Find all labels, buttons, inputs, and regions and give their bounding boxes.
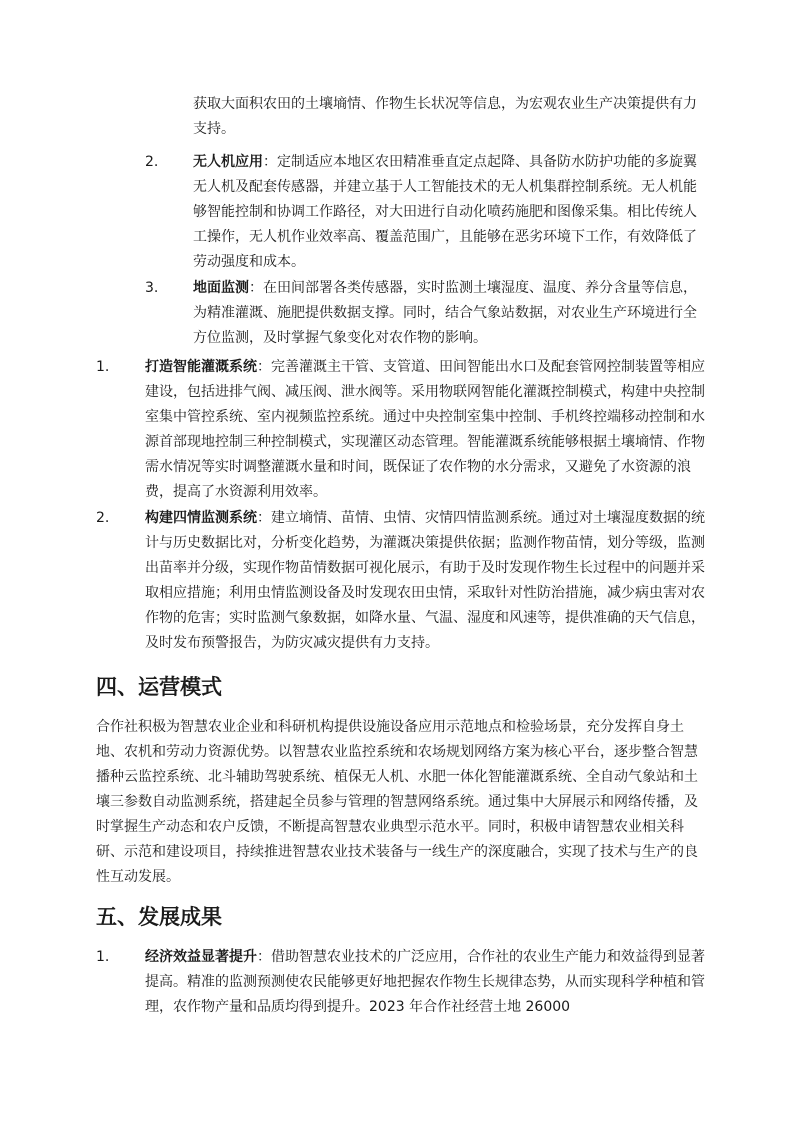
list-item-economic: [145, 945, 707, 1020]
list-item-text: ：建立墒情、苗情、虫情、灾情四情监测系统。通过对土壤湿度数据的统计与历史数据比对，分析变化趋势，为灌溉决策提供依据；监测作物苗情，划分等级，监测出苗率并分级，实现作物苗情数据可视化展示，有助于及时发现作物生长过程中的问题并采取相应措施；利用虫情监测设备及时发现农田虫情，采取针对性防治措施，减少病虫害对农作物的危害；实时监测气象数据，如降水量、气温、湿度和风速等，提供准确的天气信息，及时发布预警报告，为防灾减灾提供有力支持。: [145, 510, 705, 651]
section-heading: 四、运营模式: [96, 675, 222, 699]
list-item-title: 经济效益显著提升: [145, 949, 257, 965]
list-item-text: ：完善灌溉主干管、支管道、田间智能出水口及配套管网控制装置等相应建设，包括进排气阀、减压阀、泄水阀等。采用物联网智能化灌溉控制模式，构建中央控制室集中管控系统、室内视频监控系统。通过中央控制室集中控制、手机终控端移动控制和水源首部现地控制三种控制模式，实现灌区动态管理。智能灌溉系统能够根据土壤墒情、作物需水情况等实时调整灌溉水量和时间，既保证了农作物的水分需求，又避免了水资源的浪费，提高了水资源利用效率。: [145, 359, 705, 500]
section-heading: 五、发展成果: [96, 905, 222, 929]
list-item-number: 2.: [96, 510, 110, 526]
sub-item-drone: [193, 150, 707, 275]
section-paragraph: 合作社积极为智慧农业企业和科研机构提供设施设备应用示范地点和检验场景，充分发挥自身土地、农机和劳动力资源优势。以智慧农业监控系统和农场规划网络方案为核心平台，逐步整合智慧播种云监控系统、北斗辅助驾驶系统、植保无人机、水肥一体化智能灌溉系统、全自动气象站和土壤三参数自动监测系统，搭建起全员参与管理的智慧网络系统。通过集中大屏展示和网络传播，及时掌握生产动态和农户反馈，不断提高智慧农业典型示范水平。同时，积极申请智慧农业相关科研、示范和建设项目，持续推进智慧农业技术装备与一线生产的深度融合，实现了技术与生产的良性互动发展。: [96, 719, 698, 885]
list-item-irrigation: [145, 355, 707, 505]
sub-item-number: 2.: [145, 154, 159, 170]
sub-item-number: 3.: [145, 280, 159, 296]
sub-item-text: ：定制适应本地区农田精准垂直定点起降、具备防水防护功能的多旋翼无人机及配套传感器，并建立基于人工智能技术的无人机集群控制系统。无人机能够智能控制和协调工作路径，对大田进行自动化喷药施肥和图像采集。相比传统人工操作，无人机作业效率高、覆盖范围广，且能够在恶劣环境下工作，有效降低了劳动强度和成本。: [193, 154, 697, 270]
list-item-text: ：借助智慧农业技术的广泛应用，合作社的农业生产能力和效益得到显著提高。精准的监测预测使农民能够更好地把握农作物生长规律态势，从而实现科学种植和管理，农作物产量和品质均得到提升。2023 年合作社经营土地 26000: [145, 949, 705, 1015]
list-item-title: 构建四情监测系统: [145, 510, 257, 526]
sub-item-text: ：在田间部署各类传感器，实时监测土壤湿度、温度、养分含量等信息，为精准灌溉、施肥提供数据支撑。同时，结合气象站数据，对农业生产环境进行全方位监测，及时掌握气象变化对农作物的影响。: [193, 280, 697, 346]
sub-item-continuation: [193, 92, 707, 142]
continuation-text: 获取大面积农田的土壤墒情、作物生长状况等信息，为宏观农业生产决策提供有力支持。: [193, 96, 697, 137]
list-item-monitoring: [145, 506, 707, 656]
sub-item-title: 地面监测: [193, 280, 249, 296]
sub-item-title: 无人机应用: [193, 154, 263, 170]
list-item-title: 打造智能灌溉系统: [145, 359, 257, 375]
sub-item-ground: [193, 276, 707, 351]
list-item-number: 1.: [96, 359, 110, 375]
list-item-number: 1.: [96, 949, 110, 965]
